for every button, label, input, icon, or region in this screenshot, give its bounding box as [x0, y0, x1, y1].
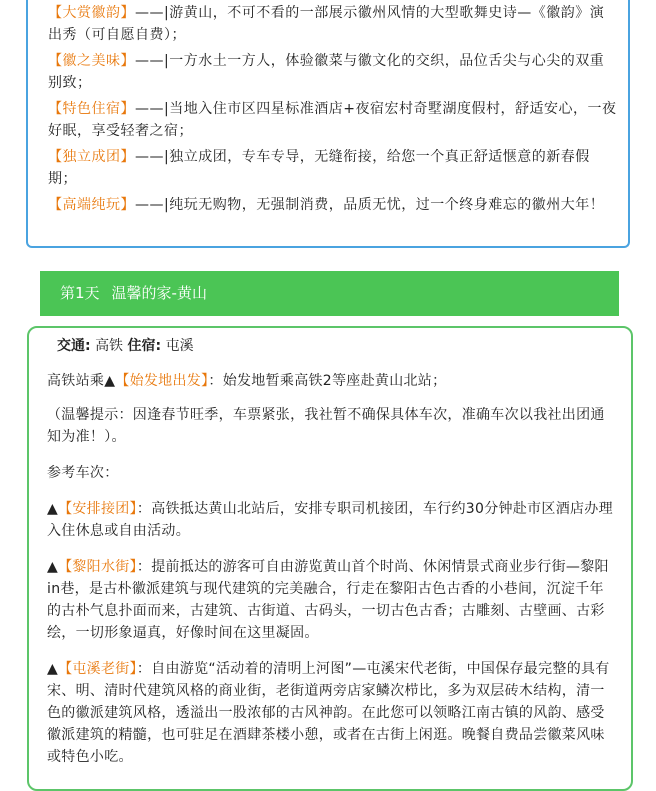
pickup-paragraph — [47, 498, 617, 542]
departure-text: ：始发地暂乘高铁2等座赴黄山北站； — [208, 373, 447, 389]
highlight-item — [48, 194, 618, 216]
highlight-text: ——|游黄山，不可不看的一部展示徽州风情的大型歌舞史诗—《徽韵》演出秀（可自愿自费）； — [48, 5, 605, 43]
highlight-item — [48, 98, 618, 142]
highlight-item — [48, 146, 618, 190]
tunxi-tag: 【屯溪老街】 — [58, 661, 137, 677]
liyang-tag: 【黎阳水街】 — [58, 559, 137, 575]
highlight-text: ——|独立成团，专车专导，无缝衔接，给您一个真正舒适惬意的新春假期； — [48, 149, 590, 187]
highlight-item — [48, 50, 618, 94]
traffic-value: 高铁 — [95, 338, 124, 354]
liyang-text: ：提前抵达的游客可自由游览黄山首个时尚、休闲情景式商业步行街—黎阳in巷，是古朴徽派建筑与现代建筑的完美融合，行走在黎阳古色古香的小巷间，沉淀千年的古朴气息扑面而来，古建筑、古街道、古码头，一切古色古香；古雕刻、古壁画、古彩绘，一切形象逼真，好像时间在这里凝固。 — [47, 559, 609, 641]
highlight-tag: 【独立成团】 — [48, 149, 135, 165]
day-number: 第1天 — [60, 284, 100, 302]
highlight-text: ——|纯玩无购物，无强制消费，品质无忧，过一个终身难忘的徽州大年！ — [135, 197, 605, 213]
liyang-prefix: ▲ — [47, 559, 59, 575]
pickup-prefix: ▲ — [47, 501, 59, 517]
stay-label: 住宿: — [127, 338, 162, 354]
day-header-bar — [40, 271, 619, 316]
highlight-item — [48, 2, 618, 46]
highlight-tag: 【徽之美味】 — [48, 53, 135, 69]
tunxi-street-paragraph — [47, 658, 617, 768]
day-itinerary-box — [27, 326, 633, 791]
highlights-box — [26, 0, 630, 248]
notice-paragraph: （温馨提示：因逢春节旺季，车票紧张，我社暂不确保具体车次，准确车次以我社出团通知为准！）。 — [47, 407, 605, 445]
tunxi-text: ：自由游览“活动着的清明上河图”—屯溪宋代老街，中国保存最完整的具有宋、明、清时代建筑风格的商业街，老街道两旁店家鳞次栉比，多为双层砖木结构，清一色的徽派建筑风格，透溢出一股浓郁的古风神韵。在此您可以领略江南古镇的风韵、感受徽派建筑的精髓，也可驻足在酒肆茶楼小憩，或者在古街上闲逛。晚餐自费品尝徽菜风味或特色小吃。 — [47, 661, 610, 765]
stay-value: 屯溪 — [165, 338, 194, 354]
departure-paragraph — [47, 370, 617, 392]
highlight-tag: 【特色住宿】 — [48, 101, 135, 117]
tunxi-prefix: ▲ — [47, 661, 59, 677]
highlight-tag: 【大赏徽韵】 — [48, 5, 135, 21]
day-title: 温馨的家-黄山 — [111, 284, 207, 302]
highlight-text: ——|当地入住市区四星标准酒店+夜宿宏村奇墅湖度假村，舒适安心，一夜好眠，享受轻奢之宿； — [48, 101, 617, 139]
highlight-text: ——|一方水土一方人，体验徽菜与徽文化的交织，品位舌尖与心尖的双重别致； — [48, 53, 605, 91]
highlight-tag: 【高端纯玩】 — [48, 197, 135, 213]
pickup-tag: 【安排接团】 — [58, 501, 137, 517]
traffic-label: 交通: — [57, 338, 91, 354]
transport-info — [57, 336, 194, 356]
liyang-street-paragraph — [47, 556, 617, 644]
departure-prefix: 高铁站乘▲ — [47, 373, 116, 389]
departure-tag: 【始发地出发】 — [115, 373, 209, 389]
pickup-text: ：高铁抵达黄山北站后，安排专职司机接团，车行约30分钟赴市区酒店办理入住休息或自由活动。 — [47, 501, 613, 539]
train-reference: 参考车次： — [47, 465, 119, 481]
